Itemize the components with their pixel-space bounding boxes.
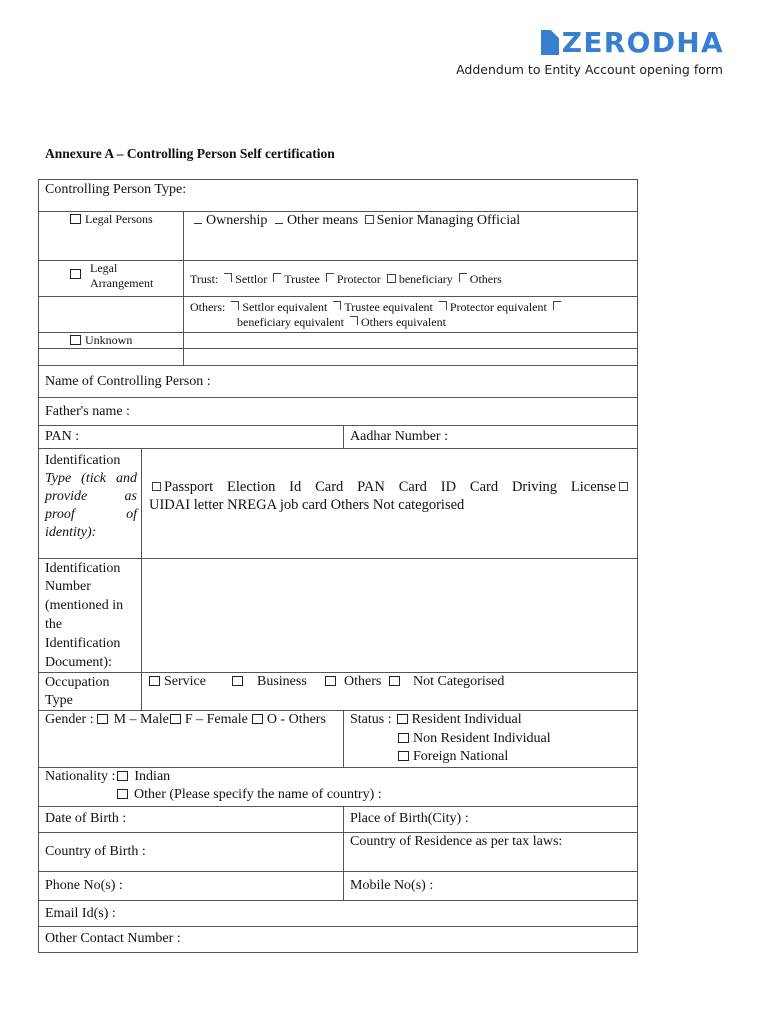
status-row-3: Foreign National: [398, 748, 508, 766]
others-prefix: Others:: [190, 300, 226, 314]
trustee-equivalent-checkbox[interactable]: [333, 301, 341, 310]
gender-male-checkbox[interactable]: [97, 714, 108, 724]
business-checkbox[interactable]: [232, 676, 243, 686]
identification-number-line-1: Identification: [45, 561, 121, 576]
other-means-blank[interactable]: [275, 223, 283, 224]
settlor-label: Settlor: [235, 272, 268, 286]
trust-others-label: Others: [469, 272, 502, 286]
pan-field[interactable]: PAN :: [45, 429, 80, 444]
father-name-field[interactable]: Father's name :: [45, 404, 130, 419]
status-row-1: Status : Resident Individual: [350, 712, 522, 727]
aadhar-field[interactable]: Aadhar Number :: [350, 429, 448, 444]
occupation-business-option[interactable]: Business: [232, 673, 307, 691]
uidai-checkbox[interactable]: [619, 482, 628, 491]
page-title: Annexure A – Controlling Person Self certification: [45, 146, 335, 161]
legal-arrangement-label-2: Arrangement: [90, 276, 154, 290]
beneficiary-equivalent-checkbox[interactable]: [553, 301, 561, 310]
others-options-row-2: [237, 315, 446, 330]
occupation-others-option[interactable]: Others: [325, 673, 381, 691]
form-subtitle: Addendum to Entity Account opening form: [456, 62, 723, 77]
not-categorised-checkbox[interactable]: [389, 676, 400, 686]
identification-number-line-3: (mentioned in: [45, 598, 124, 613]
email-field[interactable]: Email Id(s) :: [45, 906, 116, 921]
controlling-person-type-label: Controlling Person Type:: [45, 182, 187, 197]
protector-label: Protector: [336, 272, 381, 286]
other-contact-field[interactable]: Other Contact Number :: [45, 931, 181, 946]
foreign-national-checkbox[interactable]: [398, 751, 409, 761]
trust-others-checkbox[interactable]: [459, 273, 467, 282]
nationality-label: Nationality :: [45, 769, 116, 784]
senior-managing-official-label: Senior Managing Official: [376, 213, 521, 228]
legal-arrangement-label-1: Legal: [90, 261, 118, 275]
others-equivalent-checkbox[interactable]: [350, 316, 358, 325]
trust-options-row: [190, 272, 502, 287]
logo-text: ZERODHA: [561, 26, 724, 59]
identification-number-line-4: the: [45, 617, 63, 632]
service-checkbox[interactable]: [149, 676, 160, 686]
nationality-indian-checkbox[interactable]: [117, 771, 128, 781]
mobile-field[interactable]: Mobile No(s) :: [350, 878, 434, 893]
unknown-checkbox[interactable]: [70, 335, 81, 345]
country-of-residence-field[interactable]: Country of Residence as per tax laws:: [350, 834, 563, 849]
gender-female-checkbox[interactable]: [170, 714, 181, 724]
legal-persons-checkbox[interactable]: [70, 214, 81, 224]
trustee-equivalent-label: Trustee equivalent: [344, 300, 433, 314]
unknown-label: Unknown: [85, 333, 133, 347]
zerodha-logo: [541, 26, 724, 59]
identification-number-line-5: Identification: [45, 636, 121, 651]
beneficiary-label: beneficiary: [398, 272, 453, 286]
settlor-equivalent-label: Settlor equivalent: [242, 300, 328, 314]
others-equivalent-label: Others equivalent: [360, 315, 446, 329]
logo-mark-icon: [541, 30, 559, 55]
status-label: Status :: [350, 712, 392, 727]
country-of-birth-field[interactable]: Country of Birth :: [45, 844, 146, 859]
trustee-checkbox[interactable]: [273, 273, 281, 282]
nationality-row-2: Other (Please specify the name of country) :: [117, 786, 382, 804]
others-options-row-1: [190, 300, 564, 315]
legal-persons-label: Legal Persons: [85, 212, 153, 226]
controlling-person-name-field[interactable]: Name of Controlling Person :: [45, 374, 211, 389]
gender-label: Gender :: [45, 712, 94, 727]
phone-field[interactable]: Phone No(s) :: [45, 878, 123, 893]
settlor-equivalent-checkbox[interactable]: [231, 301, 239, 310]
occupation-label-1: Occupation: [45, 675, 110, 690]
legal-persons-option[interactable]: [70, 212, 153, 227]
gender-row: Gender : M – Male F – Female O - Others: [45, 712, 326, 727]
settlor-checkbox[interactable]: [224, 273, 232, 282]
date-of-birth-field[interactable]: Date of Birth :: [45, 811, 127, 826]
occupation-others-checkbox[interactable]: [325, 676, 336, 686]
identification-type-options-1[interactable]: Passport Election Id Card PAN Card ID Card Driving License: [149, 478, 631, 496]
identification-number-line-6: Document):: [45, 655, 112, 670]
identification-type-options-2[interactable]: UIDAI letter NREGA job card Others Not categorised: [149, 497, 465, 513]
trust-prefix: Trust:: [190, 272, 219, 286]
non-resident-checkbox[interactable]: [398, 733, 409, 743]
other-means-label: Other means: [286, 213, 359, 228]
place-of-birth-field[interactable]: Place of Birth(City) :: [350, 811, 469, 826]
ownership-blank[interactable]: [194, 223, 202, 224]
identification-type-label: Identification Type (tick and provide as proof of identity):: [45, 453, 137, 540]
beneficiary-checkbox[interactable]: [387, 274, 396, 283]
legal-options-row: [190, 212, 520, 230]
status-row-2: Non Resident Individual: [398, 730, 551, 748]
unknown-option[interactable]: [70, 333, 132, 348]
nationality-row-1: Nationality : Indian: [45, 769, 171, 784]
occupation-not-categorised-option[interactable]: Not Categorised: [389, 673, 504, 691]
protector-equivalent-checkbox[interactable]: [439, 301, 447, 310]
occupation-service-option[interactable]: Service: [149, 673, 206, 691]
ownership-label: Ownership: [206, 213, 268, 228]
senior-managing-official-checkbox[interactable]: [365, 215, 374, 224]
protector-equivalent-label: Protector equivalent: [449, 300, 547, 314]
legal-arrangement-checkbox-wrap[interactable]: [70, 267, 85, 282]
protector-checkbox[interactable]: [326, 273, 334, 282]
trustee-label: Trustee: [284, 272, 320, 286]
nationality-other-checkbox[interactable]: [117, 789, 128, 799]
identification-number-line-2: Number: [45, 579, 91, 594]
resident-individual-checkbox[interactable]: [397, 714, 408, 724]
occupation-label-2: Type: [45, 693, 73, 708]
beneficiary-equivalent-label: beneficiary equivalent: [237, 315, 344, 329]
legal-arrangement-checkbox[interactable]: [70, 269, 81, 279]
gender-others-checkbox[interactable]: [252, 714, 263, 724]
id-options-checkbox[interactable]: [152, 482, 161, 491]
